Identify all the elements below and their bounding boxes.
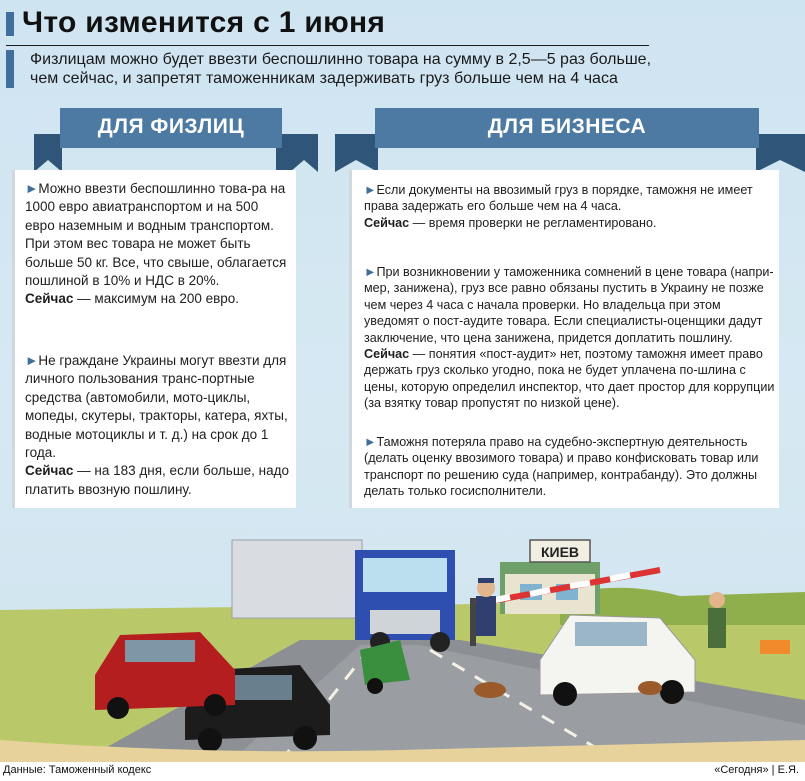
- individuals-p1-now-label: Сейчас: [25, 291, 74, 307]
- distant-car: [760, 640, 790, 654]
- dog: [638, 681, 662, 695]
- page-subtitle: Физлицам можно будет ввезти беспошлинно товара на сумму в 2,5—5 раз больше, чем сейчас, и запретят таможенникам задерживать груз больше чем на 4 часа: [30, 51, 652, 87]
- bullet-triangle-icon: ►: [25, 181, 39, 196]
- bullet-triangle-icon: ►: [364, 435, 377, 449]
- customs-officer: [708, 592, 726, 648]
- business-paragraph-2: [364, 264, 776, 412]
- credit: «Сегодня» | Е.Я.: [714, 764, 799, 776]
- bullet-triangle-icon: ►: [25, 353, 39, 368]
- business-panel: [349, 170, 779, 508]
- business-p1-now-text: — время проверки не регламентировано.: [409, 215, 657, 230]
- business-p3-text: Таможня потеряла право на судебно-экспертную деятельность (делать оценку ввозимого товара) и право конфисковать товар или транспорт по решению суда (например, контрабанду). Это должны делать только госисполнители.: [364, 435, 759, 499]
- truck-wheel: [430, 632, 450, 652]
- left-ribbon-tail-left: [34, 134, 62, 172]
- subtitle-marker: [6, 50, 14, 88]
- business-p2-now-text: — понятия «пост-аудит» нет, поэтому таможня имеет право держать груз сколько угодно, пока не будет уплачена по-шлина с цены, которую определил инспектор, что дает простор для коррупции (за взятку товар пропустят по низкой цене).: [364, 347, 775, 411]
- individuals-p2-now-text: — на 183 дня, если больше, надо платить ввозную пошлину.: [25, 463, 290, 497]
- section-title-business: ДЛЯ БИЗНЕСА: [375, 108, 759, 148]
- business-paragraph-3: [364, 434, 776, 500]
- individuals-paragraph-1: [25, 180, 291, 309]
- individuals-p2-now-label: Сейчас: [25, 463, 74, 479]
- title-divider: [6, 45, 649, 46]
- customs-officer: [476, 578, 496, 636]
- data-source: Данные: Таможенный кодекс: [3, 764, 152, 776]
- right-ribbon-tail-right: [756, 134, 805, 172]
- business-p1-text: Если документы на ввозимый груз в порядке, таможня не имеет права задержать его больше чем на 4 часа.: [364, 183, 753, 214]
- individuals-p1-now-text: — максимум на 200 евро.: [73, 291, 240, 307]
- truck-cargo: [232, 540, 362, 618]
- section-title-individuals: ДЛЯ ФИЗЛИЦ: [60, 108, 282, 148]
- business-p2-text: При возникновении у таможенника сомнений в цене товара (напри-мер, занижена), груз все равно обязаны пустить в Украину не позже чем через 4 часа с начала проверки. Но владельца при этом уведомят о пост-аудите товара. Если специалисты-оценщики дадут заключение, что цена занижена, придется доплатить пошлину.: [364, 265, 774, 345]
- individuals-p2-text: Не граждане Украины могут ввезти для личного пользования транс-портные средства (автомобили, мото-циклы, мопеды, скутеры, тракторы, катера, яхты, водные мотоциклы и т. д.) на срок до 1 года.: [25, 353, 288, 461]
- right-ribbon-tail-left: [335, 134, 378, 172]
- truck-grille: [370, 610, 440, 634]
- individuals-panel: [12, 170, 296, 508]
- truck-windshield: [363, 558, 447, 592]
- bullet-triangle-icon: ►: [364, 265, 377, 279]
- individuals-paragraph-2: [25, 352, 291, 499]
- customs-checkpoint-illustration: [0, 500, 805, 762]
- business-p1-now-label: Сейчас: [364, 215, 410, 230]
- business-paragraph-1: [364, 182, 776, 231]
- bullet-triangle-icon: ►: [364, 183, 377, 197]
- dog: [474, 682, 506, 698]
- page-title: Что изменится с 1 июня: [22, 6, 386, 39]
- city-sign-label: КИЕВ: [540, 544, 580, 560]
- individuals-p1-text: Можно ввезти беспошлинно това-ра на 1000 евро авиатранспортом и на 500 евро наземным и водным транспортом. При этом вес товара не может быть больше 50 кг. Все, что свыше, облагается пошлиной в 10% и НДС в 20%.: [25, 181, 287, 289]
- business-p2-now-label: Сейчас: [364, 347, 410, 362]
- left-ribbon-tail-right: [276, 134, 318, 172]
- title-marker: [6, 12, 14, 36]
